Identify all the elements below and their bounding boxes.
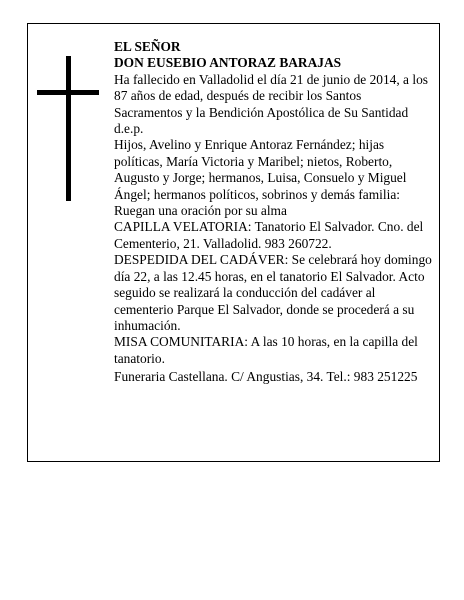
wake-chapel-info: CAPILLA VELATORIA: Tanatorio El Salvador. Cno. del Cementerio, 21. Valladolid. 983 260722. <box>114 219 424 251</box>
funeral-home-info: Funeraria Castellana. C/ Angustias, 34. Tel.: 983 251225 <box>114 369 418 385</box>
cross-horizontal-bar <box>37 90 99 95</box>
mass-info: MISA COMUNITARIA: A las 10 horas, en la capilla del tanatorio. <box>114 334 418 366</box>
prayer-request: Ruegan una oración por su alma <box>114 203 287 219</box>
notice-text <box>114 39 432 386</box>
farewell-info: DESPEDIDA DEL CADÁVER: Se celebrará hoy domingo día 22, a las 12.45 horas, en el tanatorio El Salvador. Acto seguido se realizará la conducción del cadáver al cementerio Parque El Salvador, donde se procederá a su inhumación. <box>114 252 432 333</box>
deceased-name: DON EUSEBIO ANTORAZ BARAJAS <box>114 55 342 71</box>
obituary-notice <box>27 23 440 462</box>
announcement-paragraph: Ha fallecido en Valladolid el día 21 de junio de 2014, a los 87 años de edad, después de recibir los Santos Sacramentos y la Bendición Apostólica de Su Santidad d.e.p. <box>114 71 428 137</box>
title-line-1: EL SEÑOR <box>114 39 181 54</box>
cross-icon <box>37 56 99 201</box>
family-paragraph: Hijos, Avelino y Enrique Antoraz Fernández; hijas políticas, María Victoria y Maribel; nietos, Roberto, Augusto y Jorge; hermanos, Luisa, Consuelo y Miguel Ángel; hermanos políticos, sobrinos y demás familia: <box>114 137 407 202</box>
cross-vertical-bar <box>66 56 71 201</box>
